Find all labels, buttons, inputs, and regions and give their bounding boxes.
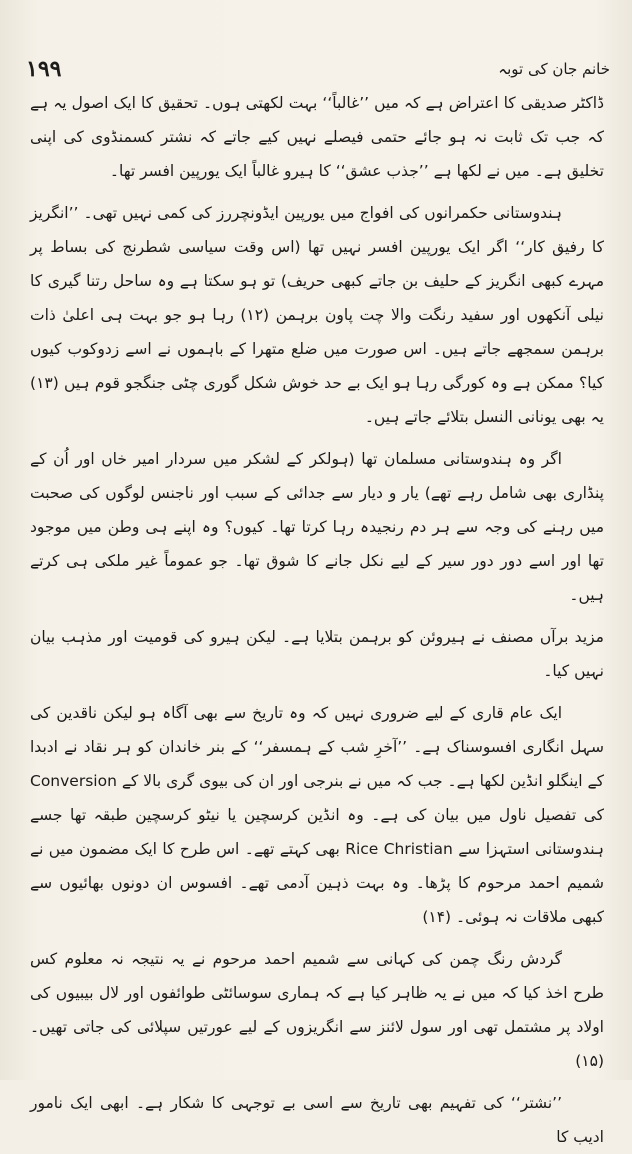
running-title: خانم جان کی توبہ xyxy=(498,60,610,78)
paragraph: گردش رنگ چمن کی کہانی سے شمیم احمد مرحوم نے یہ نتیجہ نہ معلوم کس طرح اخذ کیا کہ میں نے یہ ظاہر کیا ہے کہ ہماری سوسائٹی طوائفوں اور لال بیبیوں کی اولاد پر مشتمل تھی اور سول لائنز سے انگریزوں کے لیے عورتیں سپلائی کی جاتی تھیں۔ (۱۵) xyxy=(30,950,604,1070)
page-header xyxy=(26,54,610,84)
paragraph: ایک عام قاری کے لیے ضروری نہیں کہ وہ تاریخ سے بھی آگاہ ہو لیکن ناقدین کی سہل انگاری افسوسناک ہے۔ ’’آخرِ شب کے ہمسفر‘‘ کے بنر خاندان کو ہر نقاد نے ادبدا کے اینگلو انڈین لکھا ہے۔ جب کہ میں نے بنرجی اور ان کی بیوی گری بالا کے Conversion کی تفصیل ناول میں بیان کی ہے۔ وہ انڈین کرسچین یا نیٹو کرسچین طبقہ تھا جسے ہندوستانی استہزا سے Rice Christian بھی کہتے تھے۔ اس طرح کا ایک مضمون میں نے شمیم احمد مرحوم کا پڑھا۔ وہ بہت ذہین آدمی تھے۔ افسوس ان دونوں بھائیوں سے کبھی ملاقات نہ ہوئی۔ (۱۴) xyxy=(30,704,605,926)
paragraph: ہندوستانی حکمرانوں کی افواج میں یورپین ایڈونچررز کی کمی نہیں تھی۔ ’’انگریز کا رفیق کار‘‘ اگر ایک یورپین افسر نہیں تھا (اس وقت سیاسی شطرنج کی بساط پر مہرے کبھی انگریز کے حلیف بن جاتے کبھی حریف) تو ہو سکتا ہے وہ ساحل رتنا گیری کا نیلی آنکھوں اور سفید رنگت والا چت پاون برہمن (۱۲) رہا ہو جو بہت ہی اعلیٰ ذات برہمن سمجھے جاتے ہیں۔ اس صورت میں ضلع متھرا کے باہموں نے اسے زدوکوب کیوں کیا؟ ممکن ہے وہ کورگی رہا ہو ایک بے حد خوش شکل گوری چٹی جنگجو قوم ہیں (۱۳) یہ بھی یونانی النسل بتلائے جاتے ہیں۔ xyxy=(30,204,604,426)
paragraph: مزید برآں مصنف نے ہیروئن کو برہمن بتلایا ہے۔ لیکن ہیرو کی قومیت اور مذہب بیان نہیں کیا۔ xyxy=(30,628,604,680)
paragraph: اگر وہ ہندوستانی مسلمان تھا (ہولکر کے لشکر میں سردار امیر خاں اور اُن کے پنڈاری بھی شامل رہے تھے) یار و دیار سے جدائی کے سبب اور ناجنس لوگوں کی صحبت میں رہنے کی وجہ سے ہر دم رنجیدہ رہا کرتا تھا۔ کیوں؟ وہ اپنے ہی وطن میں موجود تھا اور اسے دور دور سیر کے لیے نکل جانے کا شوق تھا۔ جو عموماً غیر ملکی ہی کرتے ہیں۔ xyxy=(30,450,604,604)
page-body xyxy=(30,86,605,1146)
page-number: ۱۹۹ xyxy=(26,56,62,82)
paragraph: ڈاکٹر صدیقی کا اعتراض ہے کہ میں ’’غالباً‘‘ بہت لکھتی ہوں۔ تحقیق کا ایک اصول یہ ہے کہ جب تک ثابت نہ ہو جائے حتمی فیصلے نہیں کیے جاتے کہ نشتر کسمنڈوی کی اپنی تخلیق ہے۔ میں نے لکھا ہے ’’جذب عشق‘‘ کا ہیرو غالباً ایک یورپین افسر تھا۔ xyxy=(30,94,604,180)
paragraph: ’’نشتر‘‘ کی تفہیم بھی تاریخ سے اسی بے توجہی کا شکار ہے۔ ابھی ایک نامور ادیب کا xyxy=(30,1094,604,1146)
